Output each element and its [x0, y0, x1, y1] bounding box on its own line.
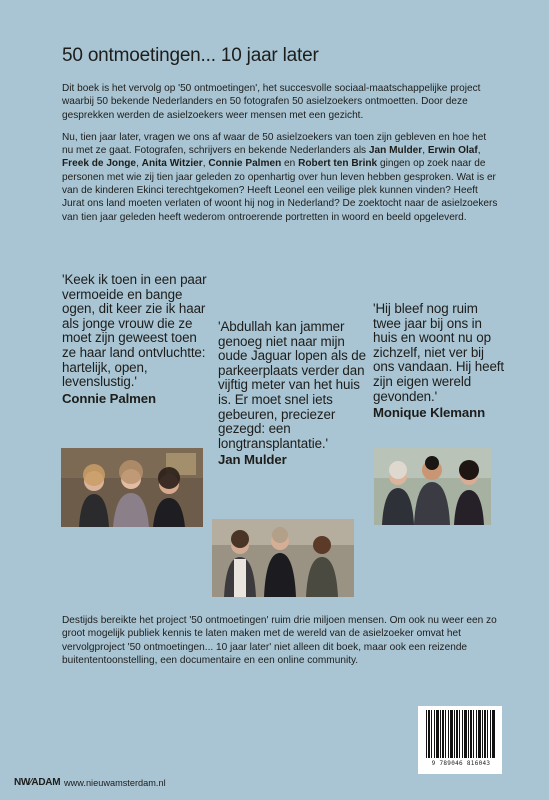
- photo-two-men-one-woman: [374, 448, 491, 525]
- name-robert-ten-brink: Robert ten Brink: [298, 158, 378, 170]
- name-connie-palmen: Connie Palmen: [208, 158, 282, 170]
- closing-paragraph: Destijds bereikte het project '50 ontmoetingen' ruim drie miljoen mensen. Om ook nu weer een zo groot mogelijk publiek kennis te laten maken met de wereld van de asielzoeker omvat het vervolgproject '50 ontmoetingen... 10 jaar later' niet alleen dit boek, maar ook een reizende buitententoonstelling, een documentaire en een online community.: [62, 615, 497, 666]
- quote-text: 'Hij bleef nog ruim twee jaar bij ons in huis en woont nu op zichzelf, niet ver bij ons vandaan. Hij heeft zijn eigen wereld gevonden.': [373, 301, 505, 404]
- name-freek-de-jonge: Freek de Jonge: [62, 158, 137, 170]
- photo-three-men: [212, 519, 354, 597]
- quote-author: Monique Klemann: [373, 405, 486, 421]
- publisher-logo: NW⁄ADAM: [14, 777, 61, 788]
- quote-text: 'Keek ik toen in een paar vermoeide en bange ogen, dit keer zie ik haar als jonge vrouw die ze moet zijn geweest toen ze haar land ontvluchtte: hartelijk, open, levenslustig.': [62, 272, 207, 390]
- photo-three-women: [61, 448, 203, 527]
- quote-author: Jan Mulder: [218, 452, 287, 468]
- quote-text: 'Abdullah kan jammer genoeg niet naar mijn oude Jaguar lopen als de parkeerplaats verder dan vijftig meter van het huis is. Er moet snel iets gebeuren, preciezer gezegd: een longtransplantatie.': [218, 319, 366, 451]
- name-anita-witzier: Anita Witzier: [141, 158, 203, 170]
- quote-jan-mulder: [218, 320, 368, 468]
- barcode-number: 9 789046 816043: [431, 760, 491, 767]
- intro-paragraph-2: Nu, tien jaar later, vragen we ons af waar de 50 asielzoekers van toen zijn gebleven en hoe het nu met ze gaat. Fotografen, schrijvers en bekende Nederlanders als Jan Mulder, Erwin Olaf, Freek de Jonge, Anita Witzier, Connie Palmen en Robert ten Brink gingen op zoek naar de personen met wie zij tien jaar geleden zo openhartig over hun leven hebben gesproken. Wat is er van de kinderen Ekinci terechtgekomen? Heeft Leonel een veilige plek kunnen vinden? Heeft Jurat ons land moeten verlaten of woont hij nog in Nederland? De zoektocht naar de asielzoekers van tien jaar geleden heeft wederom ontroerende portretten in woord en beeld opgeleverd.: [62, 131, 498, 223]
- quote-monique-klemann: [373, 302, 508, 421]
- intro-paragraph-1: Dit boek is het vervolg op '50 ontmoetingen', het succesvolle sociaal-maatschappelijke project waarbij 50 bekende Nederlanders en 50 fotografen 50 asielzoekers ontmoetten. Door deze gesprekken werden de asielzoekers weer mensen met een gezicht.: [62, 83, 481, 121]
- name-erwin-olaf: Erwin Olaf: [427, 145, 478, 157]
- name-jan-mulder: Jan Mulder: [368, 145, 423, 157]
- quote-author: Connie Palmen: [62, 390, 156, 406]
- isbn-barcode: [418, 706, 502, 774]
- publisher-url: www.nieuwamsterdam.nl: [64, 778, 166, 788]
- barcode-bars: [426, 710, 496, 758]
- quote-connie-palmen: [62, 273, 207, 406]
- intro-text: [62, 82, 500, 233]
- page-title: 50 ontmoetingen... 10 jaar later: [62, 45, 319, 66]
